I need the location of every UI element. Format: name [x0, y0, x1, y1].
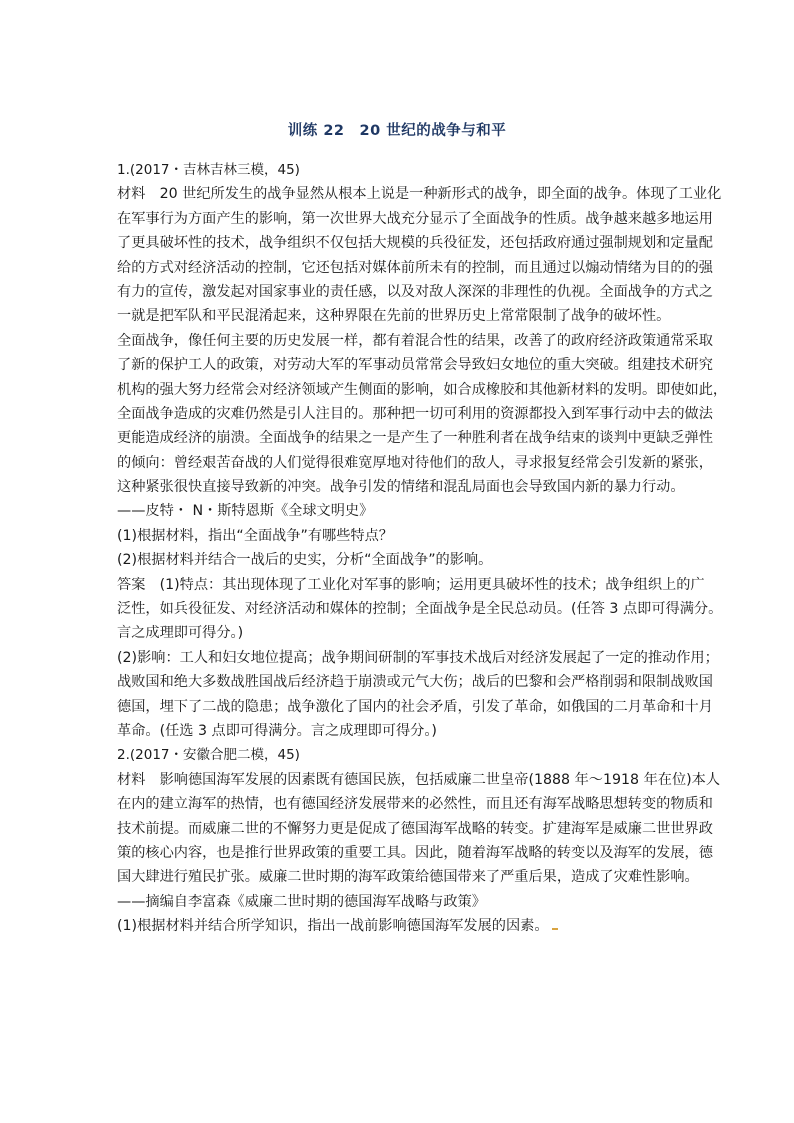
- material-line: 有力的宣传，激发起对国家事业的责任感，以及对敌人深深的非理性的仇视。全面战争的方式之: [117, 283, 713, 300]
- material-line: 材料 20 世纪所发生的战争显然从根本上说是一种新形式的战争，即全面的战争。体现了工业化: [117, 186, 722, 203]
- source-citation: ——皮特・ N・斯特恩斯《全球文明史》: [117, 503, 374, 520]
- document-body: [117, 158, 728, 939]
- material-line: 了新的保护工人的政策，对劳动大军的军事动员常常会导致妇女地位的重大突破。组建技术研究: [117, 357, 713, 374]
- sub-question: [117, 914, 701, 938]
- material-line: 更能造成经济的崩溃。全面战争的结果之一是产生了一种胜利者在战争结束的谈判中更缺乏弹性: [117, 430, 713, 447]
- material-line: 技术前提。而威廉二世的不懈努力更是促成了德国海军战略的转变。扩建海军是威廉二世世界政: [117, 820, 713, 837]
- sub-question-text: (1)根据材料并结合所学知识，指出一战前影响德国海军发展的因素。: [117, 918, 549, 935]
- material-line: 给的方式对经济活动的控制，它还包括对媒体前所未有的控制，而且通过以煽动情绪为目的的强: [117, 259, 713, 276]
- material-line: 机构的强大努力经常会对经济领域产生侧面的影响，如合成橡胶和其他新材料的发明。即使如此，: [117, 381, 728, 398]
- material-line: 全面战争造成的灾难仍然是引人注目的。那种把一切可利用的资源都投入到军事行动中去的做法: [117, 405, 713, 422]
- page-title: 训练 22 20 世纪的战争与和平: [287, 123, 507, 139]
- answer-line: (2)影响：工人和妇女地位提高；战争期间研制的军事技术战后对经济发展起了一定的推动作用；: [117, 649, 719, 666]
- answer-line: 言之成理即可得分。): [117, 625, 244, 642]
- answer-line: 战败国和绝大多数战胜国战后经济趋于崩溃或元气大伤；战后的巴黎和会严格削弱和限制战败国: [117, 674, 713, 691]
- question-2-header: 2.(2017・安徽合肥二模，45): [117, 747, 300, 764]
- material-line: 在军事行为方面产生的影响，第一次世界大战充分显示了全面战争的性质。战争越来越多地运用: [117, 210, 713, 227]
- question-1-header: 1.(2017・吉林吉林三模，45): [117, 162, 300, 178]
- answer-line: 德国，埋下了二战的隐患；战争激化了国内的社会矛盾，引发了革命，如俄国的二月革命和十月: [117, 698, 713, 715]
- source-citation: ——摘编自李富森《威廉二世时期的德国海军战略与政策》: [117, 893, 486, 910]
- underline-mark: [552, 928, 558, 930]
- material-line: 这种紧张很快直接导致新的冲突。战争引发的情绪和混乱局面也会导致国内新的暴力行动。: [117, 479, 685, 496]
- material-line: 的倾向：曾经艰苦奋战的人们觉得很难宽厚地对待他们的敌人，寻求报复经常会引发新的紧张，: [117, 454, 713, 471]
- material-line: 在内的建立海军的热情，也有德国经济发展带来的必然性，而且还有海军战略思想转变的物质和: [117, 796, 713, 813]
- answer-line: 答案 (1)特点：其出现体现了工业化对军事的影响；运用更具破坏性的技术；战争组织上的广: [117, 576, 705, 593]
- material-line: 策的核心内容，也是推行世界政策的重要工具。因此，随着海军战略的转变以及海军的发展，德: [117, 844, 713, 861]
- material-line: 国大肆进行殖民扩张。威廉二世时期的海军政策给德国带来了严重后果，造成了灾难性影响。: [117, 869, 699, 886]
- sub-question: (1)根据材料，指出“全面战争”有哪些特点？: [117, 527, 393, 544]
- material-line: 全面战争，像任何主要的历史发展一样，都有着混合性的结果，改善了的政府经济政策通常采取: [117, 332, 713, 349]
- answer-line: 革命。(任选 3 点即可得满分。言之成理即可得分。): [117, 722, 437, 739]
- material-line: 了更具破坏性的技术，战争组织不仅包括大规模的兵役征发，还包括政府通过强制规划和定量配: [117, 235, 713, 252]
- material-line: 一就是把军队和平民混淆起来，这种界限在先前的世界历史上常常限制了战争的破坏性。: [117, 308, 671, 325]
- answer-line: 泛性，如兵役征发、对经济活动和媒体的控制；全面战争是全民总动员。(任答 3 点即可得满分。: [117, 601, 723, 618]
- material-line: 材料 影响德国海军发展的因素既有德国民族，包括威廉二世皇帝(1888 年～1918 年在位)本人: [117, 771, 721, 788]
- sub-question: (2)根据材料并结合一战后的史实，分析“全面战争”的影响。: [117, 552, 493, 569]
